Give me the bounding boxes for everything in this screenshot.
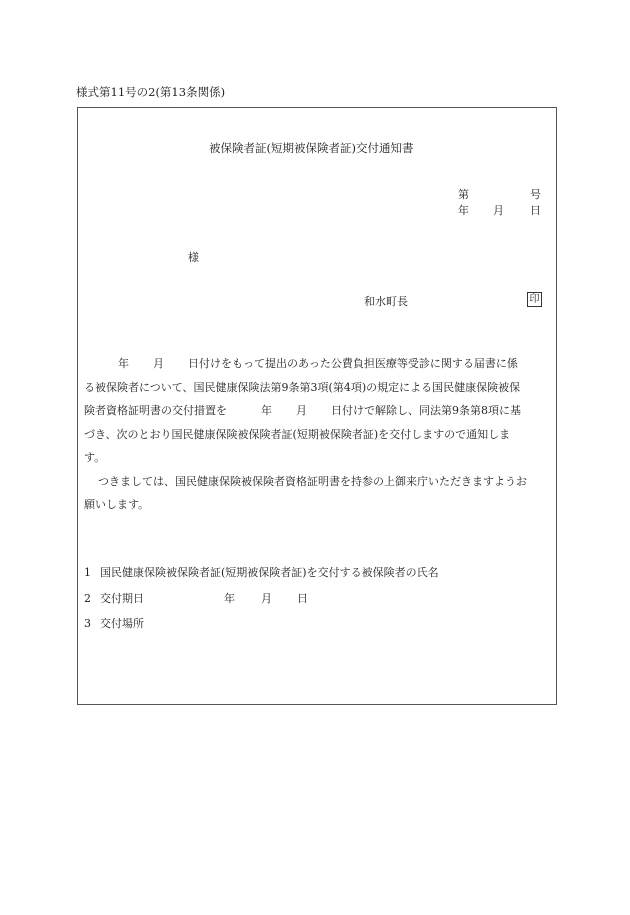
body-line-2: る被保険者について、国民健康保険法第9条第3項(第4項)の規定による国民健康保険被保 — [84, 380, 521, 394]
list-item: 3 交付場所 — [84, 617, 144, 630]
issue-date-year-label: 年 — [458, 204, 469, 217]
document-title: 被保険者証(短期被保険者証)交付通知書 — [209, 141, 414, 155]
issue-date-month-label: 月 — [493, 204, 504, 217]
body-line-5: す。 — [84, 451, 106, 464]
issuer-name: 和水町長 — [364, 295, 408, 308]
document-number-prefix: 第 — [458, 188, 469, 201]
notice-frame — [77, 107, 557, 705]
body-line-3: 険者資格証明書の交付措置を 年 月 日付けで解除し、同法第9条第8項に基 — [84, 404, 521, 417]
body-line-1: 年 月 日付けをもって提出のあった公費負担医療等受診に関する届書に係 — [118, 357, 518, 370]
addressee-honorific: 様 — [188, 251, 199, 264]
body-line-6: つきましては、国民健康保険被保険者資格証明書を持参の上御来庁いただきますようお — [98, 474, 527, 488]
delivery-date-year-label: 年 — [224, 592, 235, 605]
seal-mark: 印 — [527, 292, 542, 307]
delivery-date-day-label: 日 — [297, 592, 308, 605]
body-line-4: づき、次のとおり国民健康保険被保険者証(短期被保険者証)を交付しますので通知しま — [84, 427, 511, 441]
notice-body — [84, 352, 550, 517]
document-number-suffix: 号 — [530, 188, 541, 201]
list-item: 2 交付期日 年 月 日 — [84, 592, 308, 605]
body-line-7: 願いします。 — [84, 498, 150, 511]
delivery-date-month-label: 月 — [261, 592, 272, 605]
issue-date-day-label: 日 — [530, 204, 541, 217]
form-number: 様式第11号の2(第13条関係) — [76, 85, 226, 99]
list-item: 1 国民健康保険被保険者証(短期被保険者証)を交付する被保険者の氏名 — [84, 566, 439, 579]
